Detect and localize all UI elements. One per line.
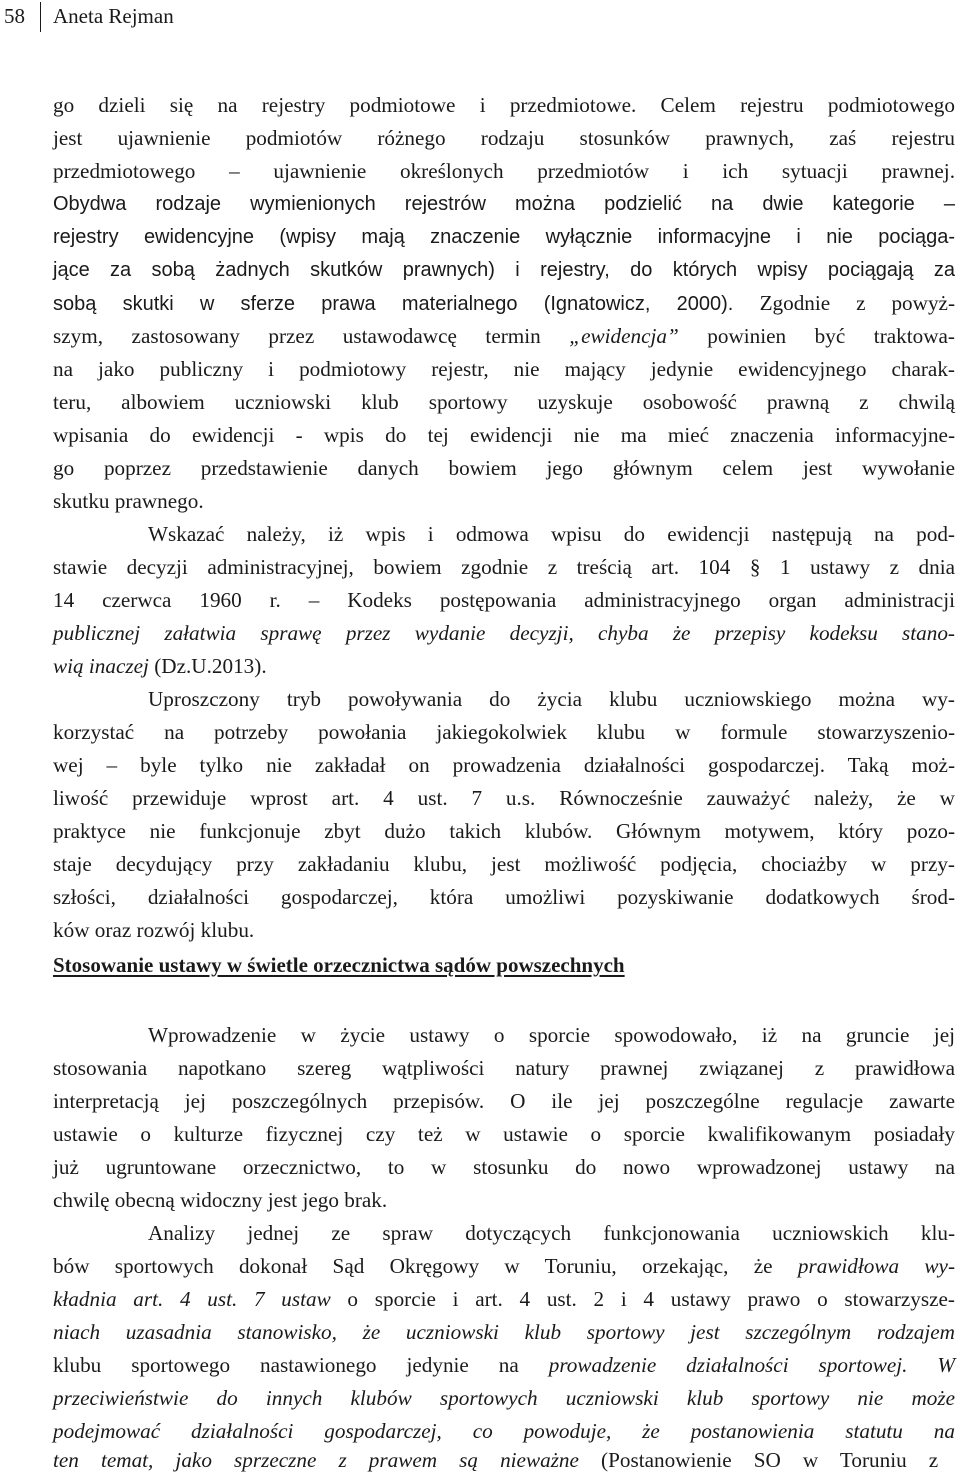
running-head — [0, 0, 960, 36]
text-line: ków oraz rozwój klubu. — [53, 918, 255, 942]
text-span: powinien być traktowa- — [678, 324, 955, 348]
text-span: (Dz.U.2013). — [148, 654, 267, 678]
emphasis: ten temat, jako sprzeczne z prawem są nieważne — [53, 1448, 579, 1472]
text-line: już ugruntowane orzecznictwo, to w stosunku do nowo wprowadzonej ustawy na — [53, 1155, 955, 1179]
text-line — [53, 288, 955, 318]
emphasis: kładnia art. 4 ust. 7 ustaw — [53, 1287, 331, 1311]
text-span: (Postanowienie SO w Toruniu z — [578, 1448, 939, 1472]
text-line: 14 czerwca 1960 r. – Kodeks postępowania administracyjnego organ administracji — [53, 588, 955, 612]
text-line: szłości, działalności gospodarczej, która umożliwi pozyskiwanie dodatkowych środ- — [53, 885, 955, 909]
emphasis: publicznej załatwia sprawę przez wydanie decyzji, chyba że przepisy kodeksu stano- — [53, 621, 955, 645]
text-line: praktyce nie funkcjonuje zbyt dużo takich klubów. Głównym motywem, który pozo- — [53, 819, 955, 843]
text-line: skutku prawnego. — [53, 489, 204, 513]
text-span: Zgodnie z powyż- — [759, 291, 956, 315]
text-line: rejestry ewidencyjne (wpisy mają znaczenie wyłącznie informacyjne i nie pociąga- — [53, 226, 955, 248]
text-line: na jako publiczny i podmiotowy rejestr, nie mający jedynie ewidencyjnego charak- — [53, 357, 955, 381]
text-line: korzystać na potrzeby powołania jakiegokolwiek klubu w formule stowarzyszenio- — [53, 720, 955, 744]
text-line: stosowania napotkano szereg wątpliwości natury prawnej związanej z prawidłowa — [53, 1056, 955, 1080]
text-line: staje decydujący przy zakładaniu klubu, jest możliwość podjęcia, chociażby w przy- — [53, 852, 955, 876]
text-line: stawie decyzji administracyjnej, bowiem zgodnie z treścią art. 104 § 1 ustawy z dnia — [53, 555, 955, 579]
text-line — [53, 1350, 955, 1380]
text-line: go poprzez przedstawienie danych bowiem jego głównym celem jest wywołanie — [53, 456, 955, 480]
text-line: jące za sobą żadnych skutków prawnych) i rejestry, do których wpisy pociągają za — [53, 259, 955, 281]
author-name: Aneta Rejman — [53, 4, 174, 28]
emphasis: niach uzasadnia stanowisko, że uczniowski klub sportowy jest szczególnym rodzajem — [53, 1320, 955, 1344]
page-number: 58 — [4, 4, 25, 28]
text-line: go dzieli się na rejestry podmiotowe i przedmiotowe. Celem rejestru podmiotowego — [53, 93, 955, 117]
text-line — [53, 1284, 955, 1314]
text-line — [53, 1445, 955, 1475]
text-line: Uproszczony tryb powoływania do życia klubu uczniowskiego można wy- — [148, 687, 955, 711]
text-line — [53, 1383, 955, 1413]
text-line: chwilę obecną widoczny jest jego brak. — [53, 1188, 388, 1212]
emphasis: przeciwieństwie do innych klubów sportowych uczniowski klub sportowy nie może — [53, 1386, 955, 1410]
text-line: Analizy jednej ze spraw dotyczących funkcjonowania uczniowskich klu- — [148, 1221, 955, 1245]
text-span: sobą skutki w sferze prawa materialnego (Ignatowicz, 2000). — [53, 293, 734, 315]
text-line: ustawie o kulturze fizycznej czy też w ustawie o sporcie kwalifikowanym posiadały — [53, 1122, 955, 1146]
text-line — [53, 321, 955, 351]
text-span: o sporcie i art. 4 ust. 2 i 4 ustawy prawo o stowarzysze- — [330, 1287, 955, 1311]
text-line — [53, 618, 955, 648]
emphasis: wią inaczej — [53, 654, 149, 678]
text-line — [53, 1416, 955, 1446]
text-span: szym, zastosowany przez ustawodawcę termin — [53, 324, 570, 348]
emphasis: prowadzenie działalności sportowej. W — [548, 1353, 956, 1377]
text-span: bów sportowych dokonał Sąd Okręgowy w Toruniu, orzekając, że — [53, 1254, 798, 1278]
emphasis: „ewidencja” — [569, 324, 679, 348]
text-line: Obydwa rodzaje wymienionych rejestrów można podzielić na dwie kategorie – — [53, 193, 955, 215]
text-line: przedmiotowego – ujawnienie określonych przedmiotów i ich sytuacji prawnej. — [53, 159, 955, 183]
emphasis: podejmować działalności gospodarczej, co powoduje, że postanowienia statutu na — [53, 1419, 955, 1443]
text-line — [53, 651, 955, 681]
text-line — [53, 1317, 955, 1347]
text-line — [53, 1251, 955, 1281]
text-span: klubu sportowego nastawionego jedynie na — [53, 1353, 549, 1377]
text-line: teru, albowiem uczniowski klub sportowy uzyskuje osobowość prawną z chwilą — [53, 390, 955, 414]
text-line: Wskazać należy, iż wpis i odmowa wpisu do ewidencji następują na pod- — [148, 522, 955, 546]
emphasis: prawidłowa wy- — [797, 1254, 956, 1278]
section-heading: Stosowanie ustawy w świetle orzecznictwa sądów powszechnych — [53, 953, 625, 977]
text-line: liwość przewiduje wprost art. 4 ust. 7 u.s. Równocześnie zauważyć należy, że w — [53, 786, 955, 810]
header-divider — [40, 2, 41, 32]
text-line: wej – byle tylko nie zakładał on prowadzenia działalności gospodarczej. Taką moż- — [53, 753, 955, 777]
text-line: Wprowadzenie w życie ustawy o sporcie spowodowało, iż na gruncie jej — [148, 1023, 955, 1047]
text-line: wpisania do ewidencji - wpis do tej ewidencji nie ma mieć znaczenia informacyjne- — [53, 423, 955, 447]
text-line: interpretacją jej poszczególnych przepisów. O ile jej poszczególne regulacje zawarte — [53, 1089, 955, 1113]
text-line: jest ujawnienie podmiotów różnego rodzaju stosunków prawnych, zaś rejestru — [53, 126, 955, 150]
